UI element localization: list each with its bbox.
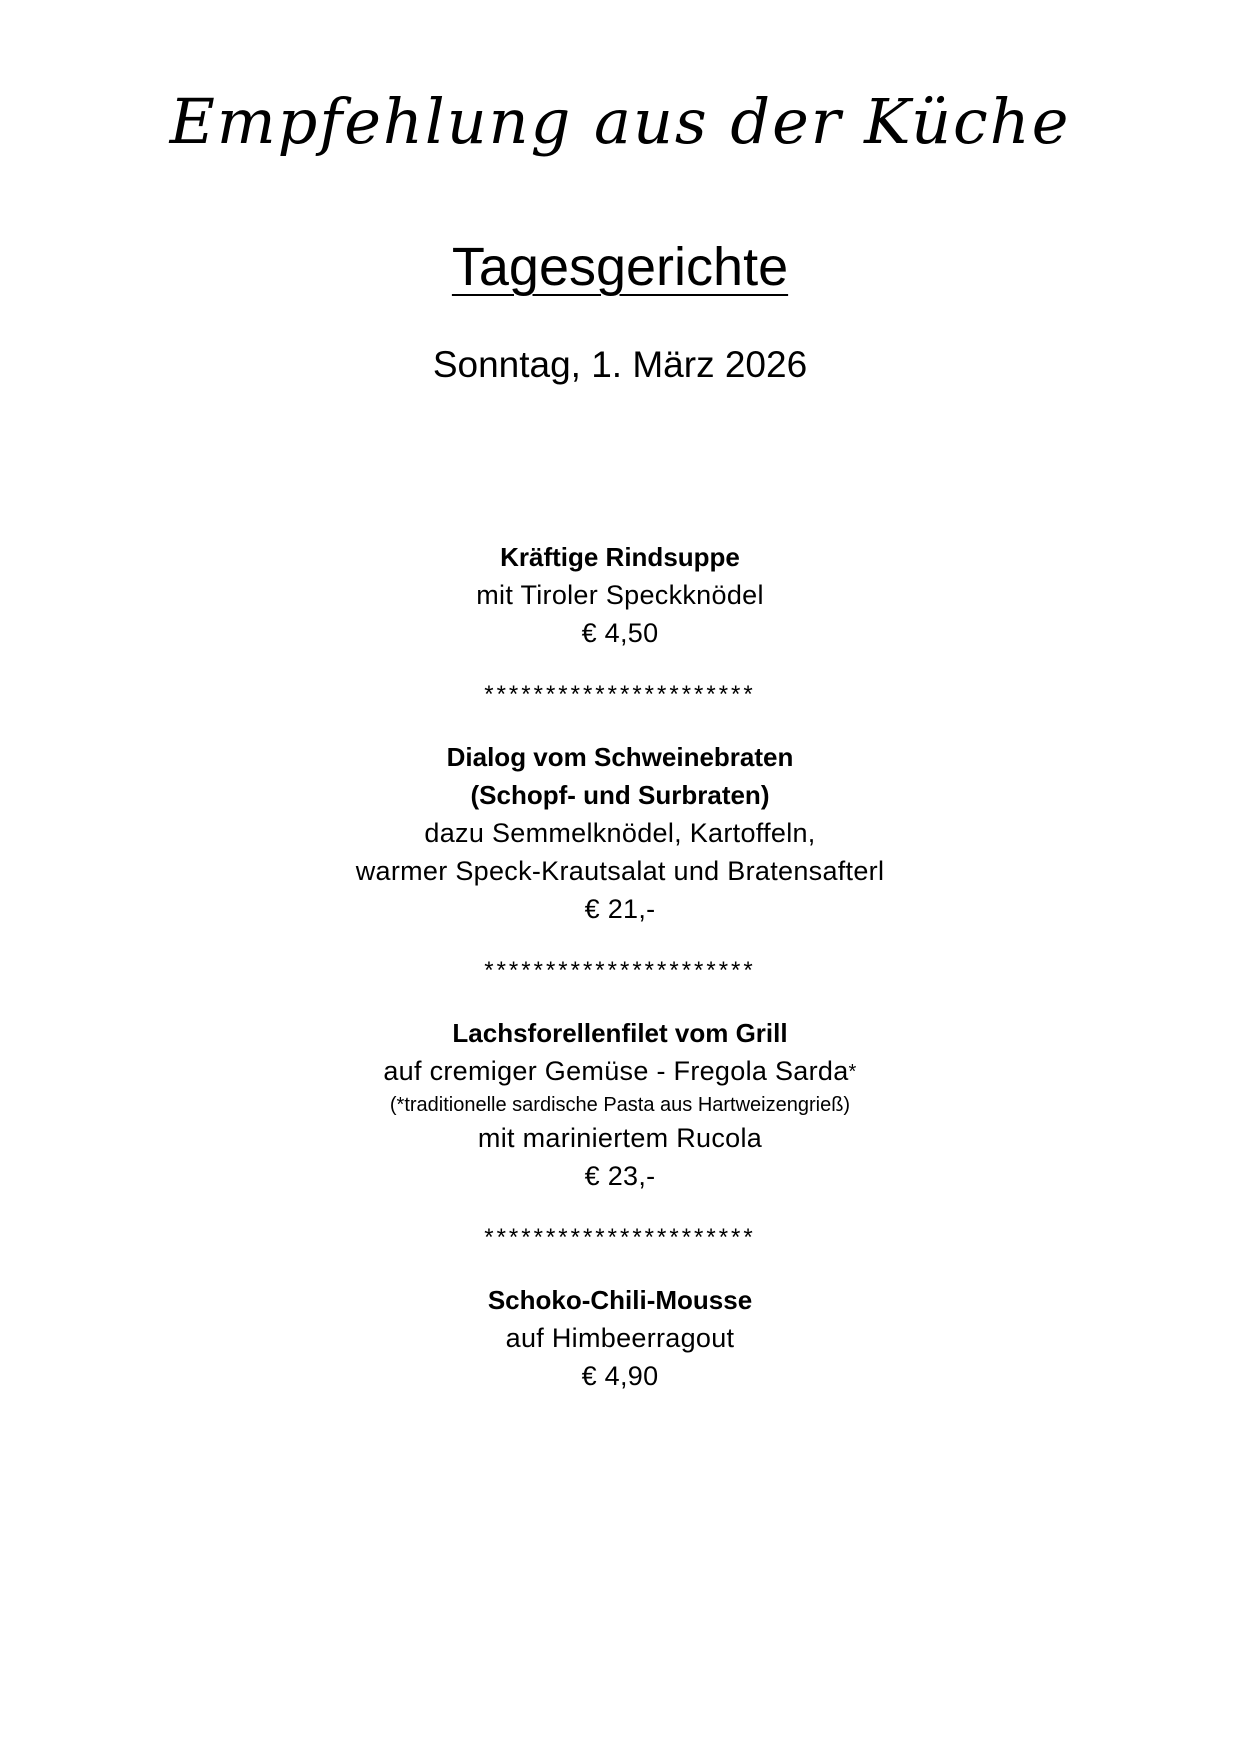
dish-price: € 21,- — [584, 894, 656, 924]
menu-date: Sonntag, 1. März 2026 — [432, 344, 808, 385]
dish-description: warmer Speck-Krautsalat und Bratensafterl — [355, 856, 885, 886]
dish-description: dazu Semmelknödel, Kartoffeln, — [424, 818, 816, 848]
section-title — [0, 232, 1240, 302]
dish-roast — [0, 738, 1240, 928]
dish-price: € 4,90 — [581, 1361, 659, 1391]
dish-soup — [0, 538, 1240, 652]
dish-price: € 4,50 — [581, 618, 659, 648]
dish-description: mit mariniertem Rucola — [477, 1123, 763, 1153]
dish-price: € 23,- — [584, 1161, 656, 1191]
separator: ********************** — [484, 1224, 756, 1251]
dish-name: Lachsforellenfilet vom Grill — [452, 1018, 788, 1048]
dish-name: Kräftige Rindsuppe — [500, 542, 740, 572]
page-headline: Empfehlung aus der Küche — [169, 85, 1071, 158]
dish-name-subtitle: (Schopf- und Surbraten) — [470, 780, 770, 810]
footnote-mark: * — [848, 1061, 857, 1083]
dish-description: mit Tiroler Speckknödel — [476, 580, 764, 610]
dish-description — [0, 1052, 1240, 1091]
dish-name: Dialog vom Schweinebraten — [446, 742, 794, 772]
section-title-text: Tagesgerichte — [451, 237, 789, 297]
dish-description: auf Himbeerragout — [505, 1323, 735, 1353]
dish-name: Schoko-Chili-Mousse — [487, 1285, 753, 1315]
dish-footnote: (*traditionelle sardische Pasta aus Hartweizengrieß) — [389, 1094, 851, 1116]
separator: ********************** — [484, 681, 756, 708]
dish-dessert — [0, 1281, 1240, 1395]
dish-fish — [0, 1014, 1240, 1195]
dish-description-text: auf cremiger Gemüse - Fregola Sarda — [383, 1056, 849, 1086]
separator: ********************** — [484, 957, 756, 984]
dish-list — [0, 538, 1240, 1395]
